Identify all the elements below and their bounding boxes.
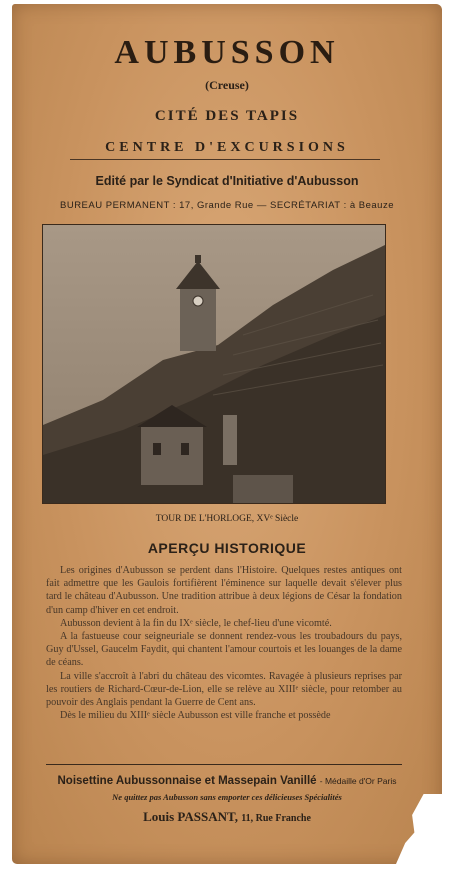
tagline-cite: CITÉ DES TAPIS — [154, 108, 300, 124]
history-paragraph: A la fastueuse cour seigneuriale se donnent rendez-vous les troubadours du pays, Guy d'Ussel, Gaucelm Faydit, qui chantent l'amour courtois et les louanges de la dame de céans. — [46, 631, 402, 669]
bureau-line: BUREAU PERMANENT : 17, Grande Rue — SECRÉTARIAT : à Beauze — [60, 200, 394, 211]
tagline-centre: CENTRE D'EXCURSIONS — [105, 140, 349, 155]
history-heading: APERÇU HISTORIQUE — [147, 540, 307, 556]
advert-products — [12, 775, 442, 787]
merchant-name: Louis PASSANT, — [143, 809, 238, 824]
advert-medal-note: - Médaille d'Or Paris — [319, 776, 397, 786]
brochure-page — [12, 4, 442, 864]
advert-divider — [46, 764, 402, 765]
header-divider — [70, 159, 380, 160]
history-paragraph: La ville s'accroît à l'abri du château des vicomtes. Ravagée à plusieurs reprises par les routiers de Richard-Cœur-de-Lion, elle se relève au XIIIᵉ siècle, pour retomber au pouvoir des Anglais pendant la Guerre de Cent ans. — [46, 670, 402, 709]
photo-caption: TOUR DE L'HORLOGE, XVᵉ Siècle — [155, 514, 299, 524]
advert-products-text: Noisettine Aubussonnaise et Massepain Vanillé — [57, 775, 317, 787]
advert-merchant — [12, 809, 442, 825]
clock-tower-illustration — [43, 225, 385, 503]
advert-slogan: Ne quittez pas Aubusson sans emporter ces délicieuses Spécialités — [112, 792, 342, 802]
history-text — [46, 564, 402, 722]
torn-corner — [396, 794, 442, 864]
history-paragraph: Dès le milieu du XIIIᵉ siècle Aubusson est ville franche et possède — [60, 710, 331, 722]
page-title: AUBUSSON — [114, 34, 340, 71]
history-paragraph: Aubusson devient à la fin du IXᵉ siècle, le chef-lieu d'une vicomté. — [60, 617, 332, 629]
publisher-line: Edité par le Syndicat d'Initiative d'Aubusson — [95, 174, 359, 188]
department-label: (Creuse) — [205, 78, 249, 92]
clock-tower-photo — [42, 224, 386, 504]
history-paragraph: Les origines d'Aubusson se perdent dans l'Histoire. Quelques restes antiques ont fait admettre que les Gaulois fortifièrent l'éminence sur laquelle devait s'élever plus tard le château d'Aubusson. Une tradition attribue à deux légions de César la fondation d'un camp d'hiver en cet endroit. — [46, 565, 402, 616]
merchant-address: 11, Rue Franche — [241, 813, 311, 824]
